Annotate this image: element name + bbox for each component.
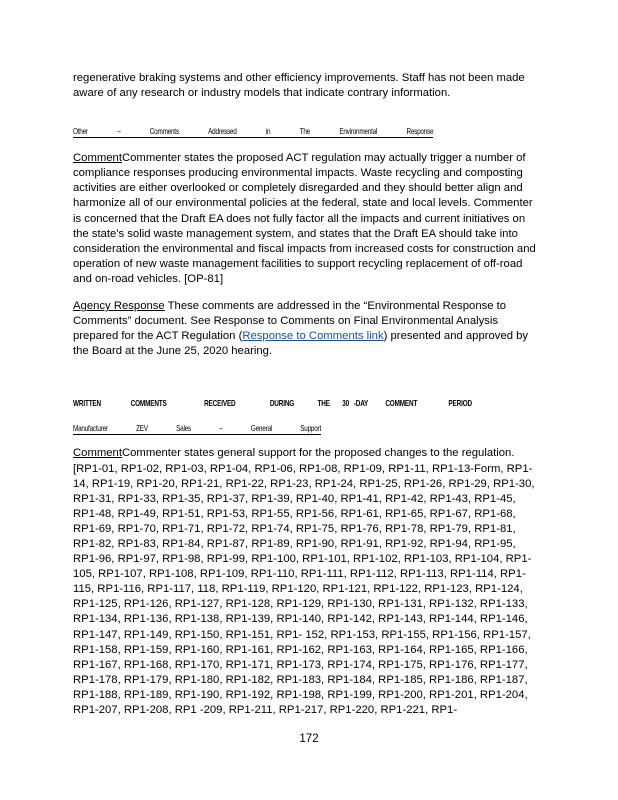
comment-paragraph-1 [73, 151, 543, 287]
manufacturer-heading [73, 418, 543, 436]
heading1-word: Comments [149, 127, 179, 137]
heading3-word: General [250, 424, 272, 434]
intro-paragraph: regenerative braking systems and other efficiency improvements. Staff has not been made aware of any research or industry models that indicate contrary information. [73, 72, 525, 100]
heading2-word: DURING [269, 399, 295, 409]
written-comments-heading [73, 399, 543, 408]
heading1-word: – [117, 127, 121, 137]
page-number: 172 [299, 733, 319, 745]
written-comments-heading-text [73, 399, 479, 408]
agency-response-paragraph [73, 299, 543, 359]
comment-text-2: Commenter states general support for the proposed changes to the regulation. [RP1-01, RP1-02, RP1-03, RP1-04, RP1-06, RP1-08, RP1-09, RP1-11, RP1-13-Form, RP1-14, RP1-19, RP1-20, RP1-21, RP1-22, RP1-23, RP1-24, RP1-25, RP1-26, RP1-29, RP1-30, RP1-31, RP1-33, RP1-35, RP1-37, RP1-39, RP1-40, RP1-41, RP1-42, RP1-43, RP1-45, RP1-48, RP1-49, RP1-51, RP1-53, RP1-55, RP1-56, RP1-61, RP1-65, RP1-67, RP1-68, RP1-69, RP1-70, RP1-71, RP1-72, RP1-74, RP1-75, RP1-76, RP1-78, RP1-79, RP1-81, RP1-82, RP1-83, RP1-84, RP1-87, RP1-89, RP1-90, RP1-91, RP1-92, RP1-94, RP1-95, RP1-96, RP1-97, RP1-98, RP1-99, RP1-100, RP1-101, RP1-102, RP1-103, RP1-104, RP1-105, RP1-107, RP1-108, RP1-109, RP1-110, RP1-111, RP1-112, RP1-113, RP1-114, RP1-115, RP1-116, RP1-117, 118, RP1-119, RP1-120, RP1-121, RP1-122, RP1-123, RP1-124, RP1-125, RP1-126, RP1-127, RP1-128, RP1-129, RP1-130, RP1-131, RP1-132, RP1-133, RP1-134, RP1-136, RP1-138, RP1-139, RP1-140, RP1-142, RP1-143, RP1-144, RP1-146, RP1-147, RP1-149, RP1-150, RP1-151, RP1- 152, RP1-153, RP1-155, RP1-156, RP1-157, RP1-158, RP1-159, RP1-160, RP1-161, RP1-162, RP1-163, RP1-164, RP1-165, RP1-166, RP1-167, RP1-168, RP1-170, RP1-171, RP1-173, RP1-174, RP1-175, RP1-176, RP1-177, RP1-178, RP1-179, RP1-180, RP1-182, RP1-183, RP1-184, RP1-185, RP1-186, RP1-187, RP1-188, RP1-189, RP1-190, RP1-192, RP1-198, RP1-199, RP1-200, RP1-201, RP1-204, RP1-207, RP1-208, RP1 -209, RP1-211, RP1-217, RP1-220, RP1-221, RP1- [73, 447, 535, 716]
heading2-word: THE [317, 399, 330, 409]
heading1-word: Environmental [339, 127, 378, 137]
heading3-word: Manufacturer [73, 424, 108, 434]
document-page [73, 71, 543, 718]
heading-text [73, 127, 433, 136]
heading3-word: Support [300, 424, 321, 434]
comment-label: Comment [73, 152, 122, 165]
heading2-word: -DAY [353, 399, 369, 409]
heading1-word: in [265, 127, 271, 137]
heading1-word: The [299, 127, 311, 137]
heading1-word: Other [73, 127, 88, 137]
comment-paragraph-2 [73, 446, 543, 718]
heading2-word: RECEIVED [204, 399, 236, 409]
agency-response-label: Agency Response [73, 300, 165, 313]
response-text-before: These comments are addressed in the “Environmental Response to Comments” document. See Response to Comments on Final Environmental Analysis prepared for the ACT Regulation ( [73, 300, 507, 343]
comment-label-2: Comment [73, 447, 122, 460]
heading2-word: PERIOD [448, 399, 472, 409]
heading3-word: Sales [176, 424, 191, 434]
section-heading-other [73, 121, 543, 139]
heading3-word: ZEV [136, 424, 148, 434]
heading2-word: WRITTEN [73, 399, 102, 409]
response-to-comments-link[interactable]: Response to Comments link [242, 330, 384, 343]
heading2-word: 30 [342, 399, 350, 409]
comment-text: Commenter states the proposed ACT regulation may actually trigger a number of compliance responses producing environmental impacts. Waste recycling and composting activities are either overlooked or completely disregarded and they should better align and harmonize all of our environmental policies at the federal, state and local levels. Commenter is concerned that the Draft EA does not fully factor all the impacts and current initiatives on the state's solid waste management system, and states that the Draft EA should take into consideration the environmental and fiscal impacts from increased costs for construction and operation of new waste management facilities to support recycling replacement of off-road and on-road vehicles. [OP-81] [73, 152, 536, 285]
manufacturer-heading-underline [73, 424, 321, 435]
heading2-word: COMMENT [385, 399, 418, 409]
heading2-word: COMMENTS [130, 399, 167, 409]
heading3-word: – [219, 424, 223, 434]
heading1-word: Addressed [208, 127, 237, 137]
manufacturer-heading-text [73, 424, 321, 433]
heading1-word: Response [406, 127, 434, 137]
heading-underline [73, 127, 433, 138]
response-text-after: ) presented and approved by the Board at the June 25, 2020 hearing. [73, 330, 529, 358]
